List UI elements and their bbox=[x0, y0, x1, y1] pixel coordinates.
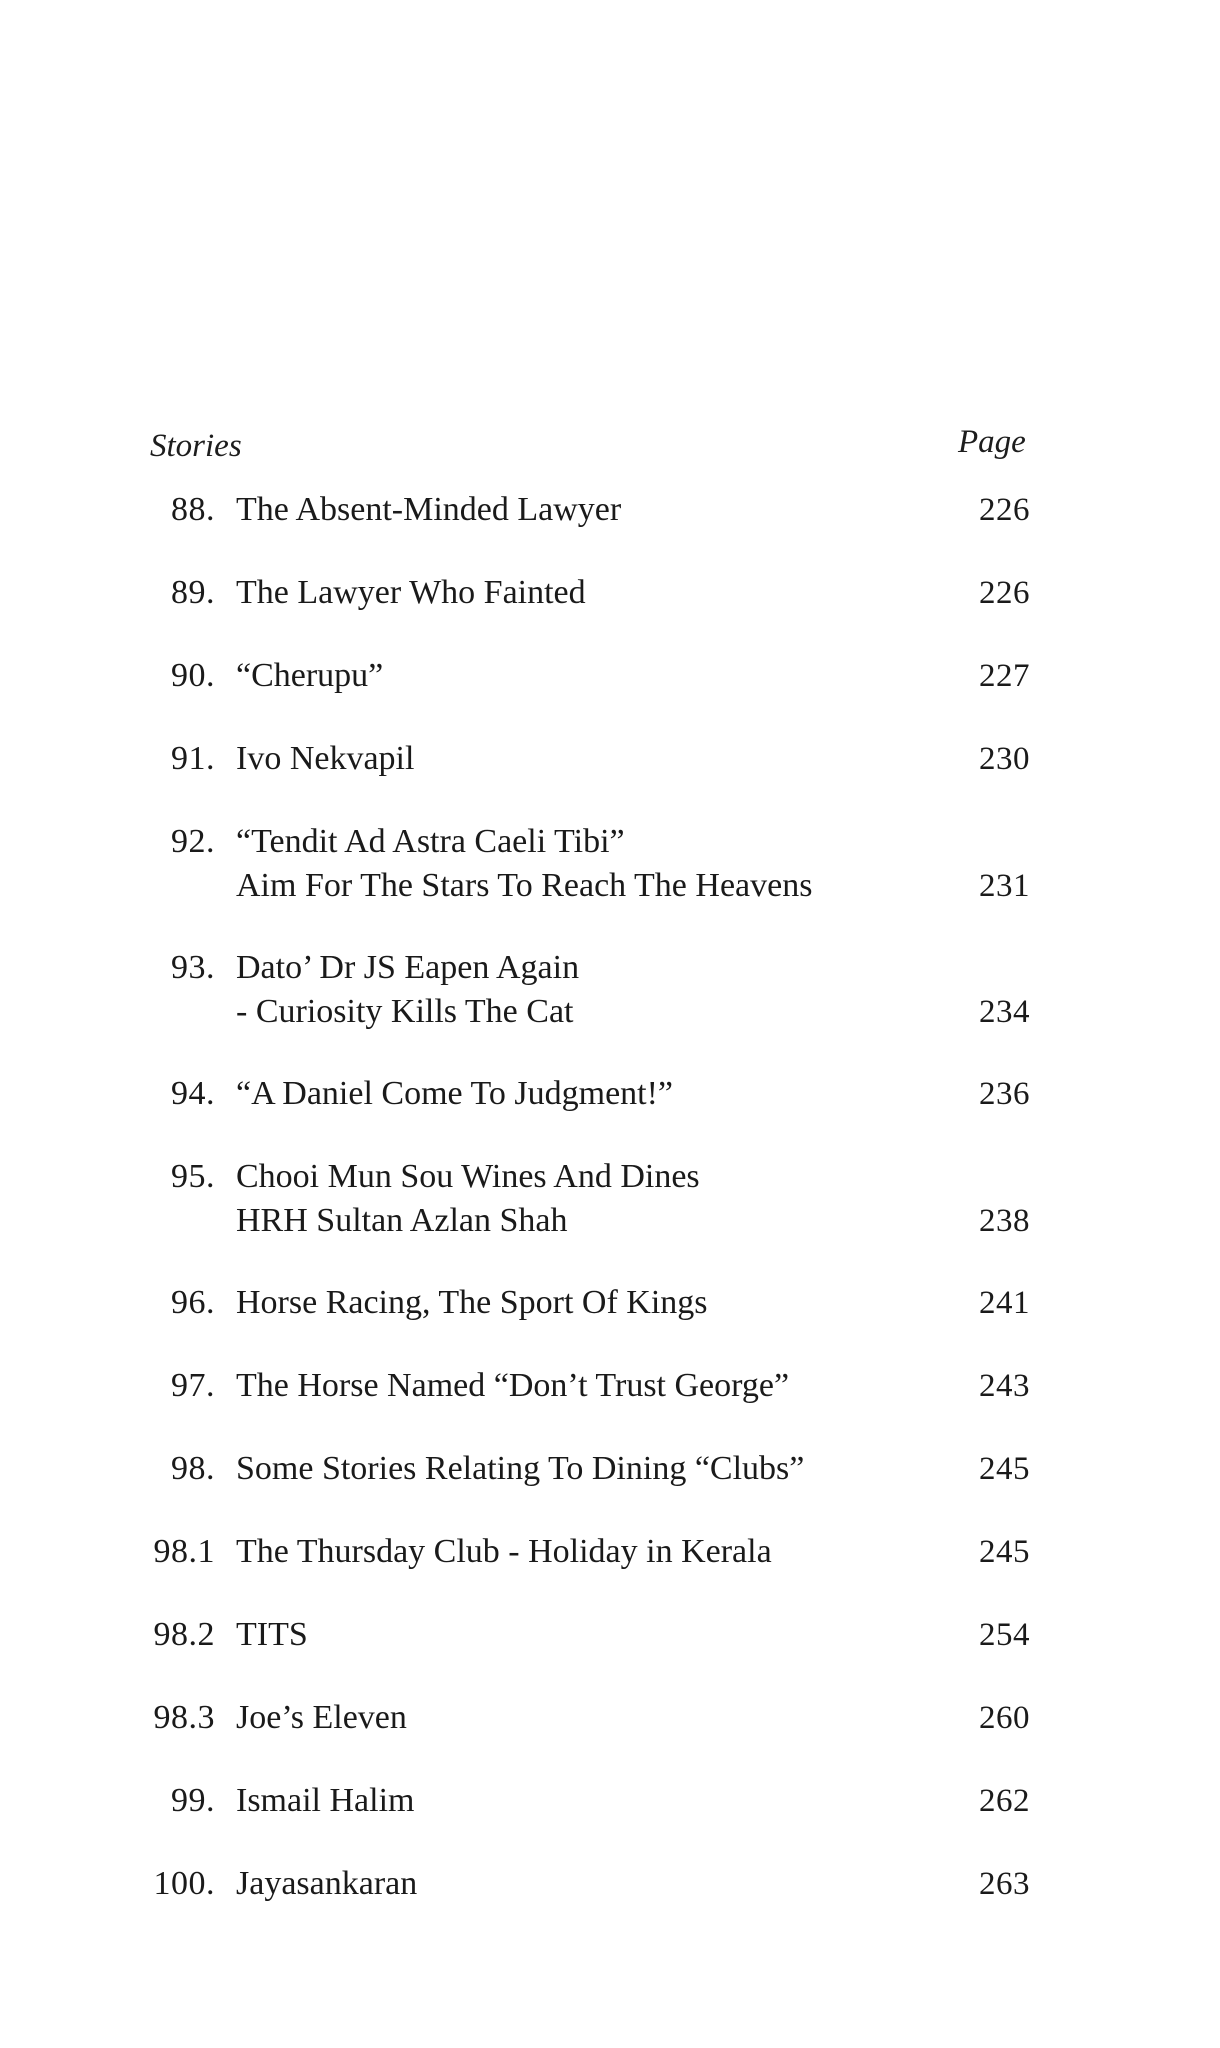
entry-page: 234 bbox=[979, 994, 1030, 1030]
entry-page: 245 bbox=[979, 1451, 1030, 1487]
entry-title bbox=[236, 571, 586, 615]
entry-title bbox=[236, 1447, 804, 1491]
entry-title-line: Jayasankaran bbox=[236, 1865, 418, 1902]
entry-page: 236 bbox=[979, 1076, 1030, 1112]
entry-page: 262 bbox=[979, 1783, 1030, 1819]
entry-title bbox=[236, 1613, 308, 1657]
entry-number: 95. bbox=[171, 1158, 215, 1195]
entry-number: 94. bbox=[171, 1075, 215, 1112]
entry-number: 90. bbox=[171, 657, 215, 694]
entry-page: 254 bbox=[979, 1617, 1030, 1653]
entry-title bbox=[236, 1364, 789, 1408]
entry-title-line: HRH Sultan Azlan Shah bbox=[236, 1202, 568, 1239]
entry-title bbox=[236, 488, 621, 532]
entry-number: 93. bbox=[171, 949, 215, 986]
entry-title-line: Ismail Halim bbox=[236, 1782, 415, 1819]
entry-title-line: Dato’ Dr JS Eapen Again bbox=[236, 949, 580, 986]
entry-title bbox=[236, 1696, 407, 1740]
entry-page: 231 bbox=[979, 868, 1030, 904]
entry-number: 98.2 bbox=[153, 1616, 215, 1653]
entry-title-line: Ivo Nekvapil bbox=[236, 740, 415, 777]
entry-number: 98. bbox=[171, 1450, 215, 1487]
entry-number: 96. bbox=[171, 1284, 215, 1321]
entry-number: 100. bbox=[153, 1865, 215, 1902]
entry-title bbox=[236, 654, 383, 698]
entry-title bbox=[236, 1779, 414, 1823]
entry-number: 97. bbox=[171, 1367, 215, 1404]
entry-title-line: “Tendit Ad Astra Caeli Tibi” bbox=[236, 823, 625, 860]
entry-page: 263 bbox=[979, 1866, 1030, 1902]
entry-title-line: The Absent-Minded Lawyer bbox=[236, 491, 622, 528]
entry-title bbox=[236, 737, 414, 781]
entry-page: 226 bbox=[979, 492, 1030, 528]
entry-number: 99. bbox=[171, 1782, 215, 1819]
entry-title-line: The Horse Named “Don’t Trust George” bbox=[236, 1367, 790, 1404]
entry-page: 227 bbox=[979, 658, 1030, 694]
entry-title bbox=[236, 1155, 700, 1243]
entry-title bbox=[236, 1072, 673, 1116]
entry-page: 230 bbox=[979, 741, 1030, 777]
entry-title-line: Some Stories Relating To Dining “Clubs” bbox=[236, 1450, 805, 1487]
entry-number: 98.3 bbox=[153, 1699, 215, 1736]
entry-number: 92. bbox=[171, 823, 215, 860]
entry-title bbox=[236, 1281, 708, 1325]
entry-title-line: Horse Racing, The Sport Of Kings bbox=[236, 1284, 708, 1321]
entry-page: 243 bbox=[979, 1368, 1030, 1404]
entry-page: 245 bbox=[979, 1534, 1030, 1570]
entry-number: 88. bbox=[171, 491, 215, 528]
entry-title-line: Joe’s Eleven bbox=[236, 1699, 407, 1736]
entry-title-line: - Curiosity Kills The Cat bbox=[236, 993, 574, 1030]
entry-page: 238 bbox=[979, 1203, 1030, 1239]
entry-number: 98.1 bbox=[153, 1533, 215, 1570]
entry-title-line: “Cherupu” bbox=[236, 657, 384, 694]
entry-title-line: Aim For The Stars To Reach The Heavens bbox=[236, 867, 813, 904]
entry-title bbox=[236, 1530, 772, 1574]
entry-page: 241 bbox=[979, 1285, 1030, 1321]
entry-title bbox=[236, 946, 579, 1034]
entry-title-line: The Lawyer Who Fainted bbox=[236, 574, 586, 611]
entry-number: 91. bbox=[171, 740, 215, 777]
entry-title-line: The Thursday Club - Holiday in Kerala bbox=[236, 1533, 772, 1570]
entry-title-line: Chooi Mun Sou Wines And Dines bbox=[236, 1158, 700, 1195]
entry-page: 260 bbox=[979, 1700, 1030, 1736]
entry-title bbox=[236, 820, 812, 908]
page-column-heading: Page bbox=[958, 424, 1026, 460]
entry-title-line: “A Daniel Come To Judgment!” bbox=[236, 1075, 674, 1112]
entry-title-line: TITS bbox=[236, 1616, 308, 1653]
stories-column-heading: Stories bbox=[150, 428, 242, 464]
entry-page: 226 bbox=[979, 575, 1030, 611]
entry-number: 89. bbox=[171, 574, 215, 611]
entry-title bbox=[236, 1862, 417, 1906]
